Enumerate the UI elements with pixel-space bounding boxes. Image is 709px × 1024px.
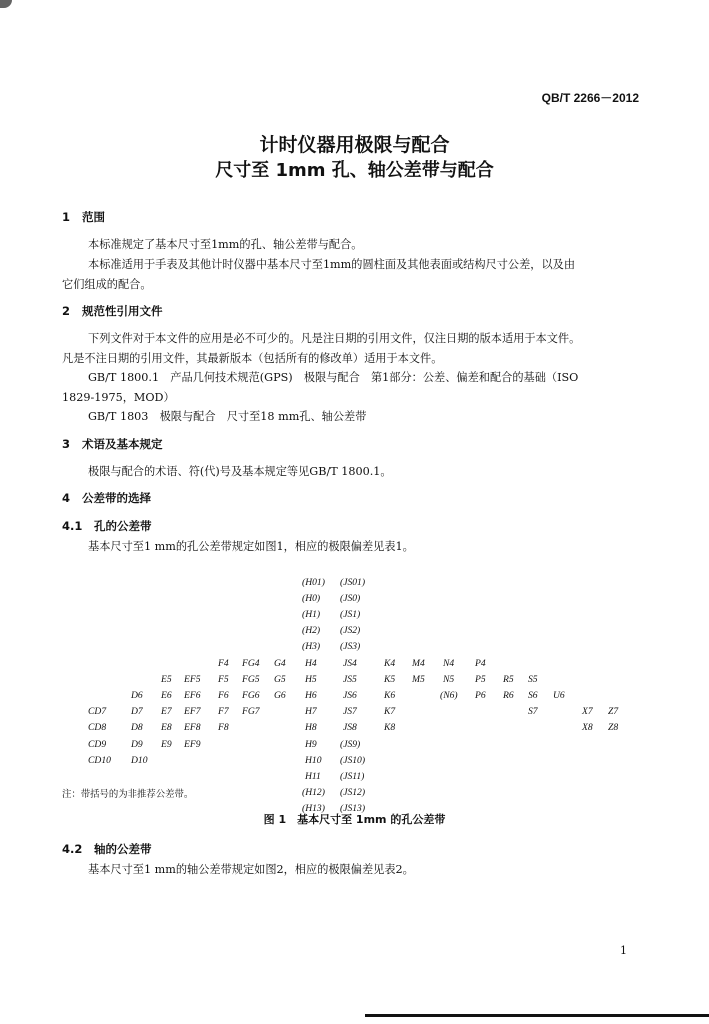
section-number: 4: [62, 491, 71, 505]
reference-item: GB/T 1800.1 产品几何技术规范(GPS) 极限与配合 第1部分：公差、偏差和配合的基础（ISO: [88, 371, 579, 384]
tolerance-zone-x7: X7: [582, 706, 593, 717]
tolerance-zone-js11: (JS11): [340, 771, 365, 782]
tolerance-zone-d9: D9: [131, 739, 143, 750]
tolerance-zone-e7: E7: [161, 706, 172, 717]
tolerance-zone-e9: E9: [161, 739, 172, 750]
scan-artifact-line: [365, 1014, 709, 1017]
tolerance-zone-r6: R6: [503, 690, 514, 701]
tolerance-zone-cd8: CD8: [88, 722, 107, 733]
paragraph: 本标准适用于手表及其他计时仪器中基本尺寸至1mm的圆柱面及其他表面或结构尺寸公差，以及由: [88, 258, 576, 271]
tolerance-zone-ef8: EF8: [184, 722, 201, 733]
tolerance-zone-js3: (JS3): [340, 641, 361, 652]
tolerance-zone-js1: (JS1): [340, 609, 361, 620]
tolerance-zone-z7: Z7: [608, 706, 619, 717]
tolerance-zone-h12: (H12): [302, 787, 325, 798]
doc-title-line1: 计时仪器用极限与配合: [259, 134, 450, 156]
tolerance-zone-f7: F7: [218, 706, 229, 717]
tolerance-zone-h13: (H13): [302, 803, 325, 814]
tolerance-zone-f6: F6: [218, 690, 229, 701]
tolerance-zone-e6: E6: [161, 690, 172, 701]
paragraph: 极限与配合的术语、符(代)号及基本规定等见GB/T 1800.1。: [88, 465, 392, 478]
tolerance-zone-js01: (JS01): [340, 577, 366, 588]
tolerance-zone-fg6: FG6: [242, 690, 260, 701]
tolerance-zone-s6: S6: [528, 690, 538, 701]
section-4-2-heading: [62, 841, 152, 857]
tolerance-zone-h4: H4: [305, 658, 317, 669]
tolerance-zone-f4: F4: [218, 658, 229, 669]
tolerance-zone-g6: G6: [274, 690, 286, 701]
tolerance-zone-n4: N4: [443, 658, 455, 669]
section-title: 规范性引用文件: [82, 304, 163, 318]
tolerance-zone-h8: H8: [305, 722, 317, 733]
section-title: 孔的公差带: [94, 519, 152, 533]
tolerance-zone-h9: H9: [305, 739, 317, 750]
tolerance-zone-d7: D7: [131, 706, 143, 717]
tolerance-zone-js6: JS6: [343, 690, 357, 701]
figure-caption: 图 1 基本尺寸至 1mm 的孔公差带: [263, 813, 446, 826]
paragraph: 本标准规定了基本尺寸至1mm的孔、轴公差带与配合。: [88, 238, 363, 251]
doc-title-line2: 尺寸至 1mm 孔、轴公差带与配合: [215, 160, 494, 181]
tolerance-zone-fg7: FG7: [242, 706, 260, 717]
tolerance-zone-g5: G5: [274, 674, 286, 685]
tolerance-zone-p5: P5: [475, 674, 486, 685]
tolerance-zone-js10: (JS10): [340, 755, 366, 766]
section-number: 4.1: [62, 519, 83, 533]
tolerance-zone-h0: (H0): [302, 593, 321, 604]
tolerance-zone-h10: H10: [305, 755, 322, 766]
paragraph: 下列文件对于本文件的应用是必不可少的。凡是注日期的引用文件，仅注日期的版本适用于本文件。: [88, 332, 581, 345]
standard-number: QB/T 2266－2012: [541, 91, 639, 105]
tolerance-zone-js13: (JS13): [340, 803, 366, 814]
tolerance-zone-k6: K6: [384, 690, 396, 701]
tolerance-zone-k4: K4: [384, 658, 396, 669]
tolerance-zone-h5: H5: [305, 674, 317, 685]
tolerance-zone-cd10: CD10: [88, 755, 111, 766]
paragraph: 基本尺寸至1 mm的孔公差带规定如图1，相应的极限偏差见表1。: [88, 540, 414, 553]
tolerance-zone-h6: H6: [305, 690, 317, 701]
tolerance-zone-u6: U6: [553, 690, 565, 701]
tolerance-zone-h01: (H01): [302, 577, 325, 588]
tolerance-zone-h2: (H2): [302, 625, 321, 636]
tolerance-zone-z8: Z8: [608, 722, 619, 733]
tolerance-zone-d10: D10: [131, 755, 148, 766]
reference-item-cont: 1829-1975，MOD）: [62, 391, 175, 404]
tolerance-zone-d6: D6: [131, 690, 143, 701]
tolerance-zone-p4: P4: [475, 658, 486, 669]
tolerance-zone-d8: D8: [131, 722, 143, 733]
tolerance-zone-js8: JS8: [343, 722, 357, 733]
tolerance-zone-p6: P6: [475, 690, 486, 701]
tolerance-zone-js4: JS4: [343, 658, 357, 669]
section-title: 术语及基本规定: [82, 437, 163, 451]
tolerance-zone-m5: M5: [412, 674, 425, 685]
paragraph: 凡是不注日期的引用文件，其最新版本（包括所有的修改单）适用于本文件。: [62, 352, 443, 365]
tolerance-zone-h3: (H3): [302, 641, 321, 652]
tolerance-zone-r5: R5: [503, 674, 514, 685]
tolerance-zone-js0: (JS0): [340, 593, 361, 604]
tolerance-zone-ef5: EF5: [184, 674, 201, 685]
tolerance-zone-h11: H11: [305, 771, 321, 782]
section-number: 3: [62, 437, 71, 451]
tolerance-zone-k8: K8: [384, 722, 396, 733]
section-number: 1: [62, 210, 71, 224]
tolerance-zone-h7: H7: [305, 706, 317, 717]
tolerance-zone-m4: M4: [412, 658, 425, 669]
tolerance-zone-cd7: CD7: [88, 706, 107, 717]
tolerance-zone-fg5: FG5: [242, 674, 260, 685]
tolerance-zone-ef6: EF6: [184, 690, 201, 701]
tolerance-zone-js9: (JS9): [340, 739, 361, 750]
tolerance-zone-k5: K5: [384, 674, 396, 685]
tolerance-zone-js12: (JS12): [340, 787, 366, 798]
tolerance-zone-k7: K7: [384, 706, 396, 717]
tolerance-zone-e5: E5: [161, 674, 172, 685]
reference-item: GB/T 1803 极限与配合 尺寸至18 mm孔、轴公差带: [88, 410, 367, 423]
tolerance-zone-js2: (JS2): [340, 625, 361, 636]
tolerance-zone-n6: (N6): [440, 690, 458, 701]
tolerance-zone-n5: N5: [443, 674, 455, 685]
paragraph: 它们组成的配合。: [62, 278, 152, 291]
tolerance-zone-ef9: EF9: [184, 739, 201, 750]
tolerance-zone-e8: E8: [161, 722, 172, 733]
figure-note: 注：带括号的为非推荐公差带。: [62, 789, 194, 800]
tolerance-zone-js7: JS7: [343, 706, 357, 717]
tolerance-zone-cd9: CD9: [88, 739, 107, 750]
tolerance-zone-x8: X8: [582, 722, 593, 733]
section-number: 2: [62, 304, 71, 318]
paragraph: 基本尺寸至1 mm的轴公差带规定如图2，相应的极限偏差见表2。: [88, 863, 414, 876]
tolerance-zone-f5: F5: [218, 674, 229, 685]
tolerance-zone-fg4: FG4: [242, 658, 260, 669]
section-title: 轴的公差带: [94, 842, 152, 856]
tolerance-zone-s5: S5: [528, 674, 538, 685]
tolerance-zone-g4: G4: [274, 658, 286, 669]
tolerance-zone-js5: JS5: [343, 674, 357, 685]
tolerance-zone-h1: (H1): [302, 609, 321, 620]
section-title: 范围: [82, 210, 105, 224]
tolerance-zone-s7: S7: [528, 706, 538, 717]
section-number: 4.2: [62, 842, 83, 856]
tolerance-zone-f8: F8: [218, 722, 229, 733]
tolerance-zone-ef7: EF7: [184, 706, 201, 717]
section-title: 公差带的选择: [82, 491, 151, 505]
page-number: 1: [620, 944, 627, 957]
